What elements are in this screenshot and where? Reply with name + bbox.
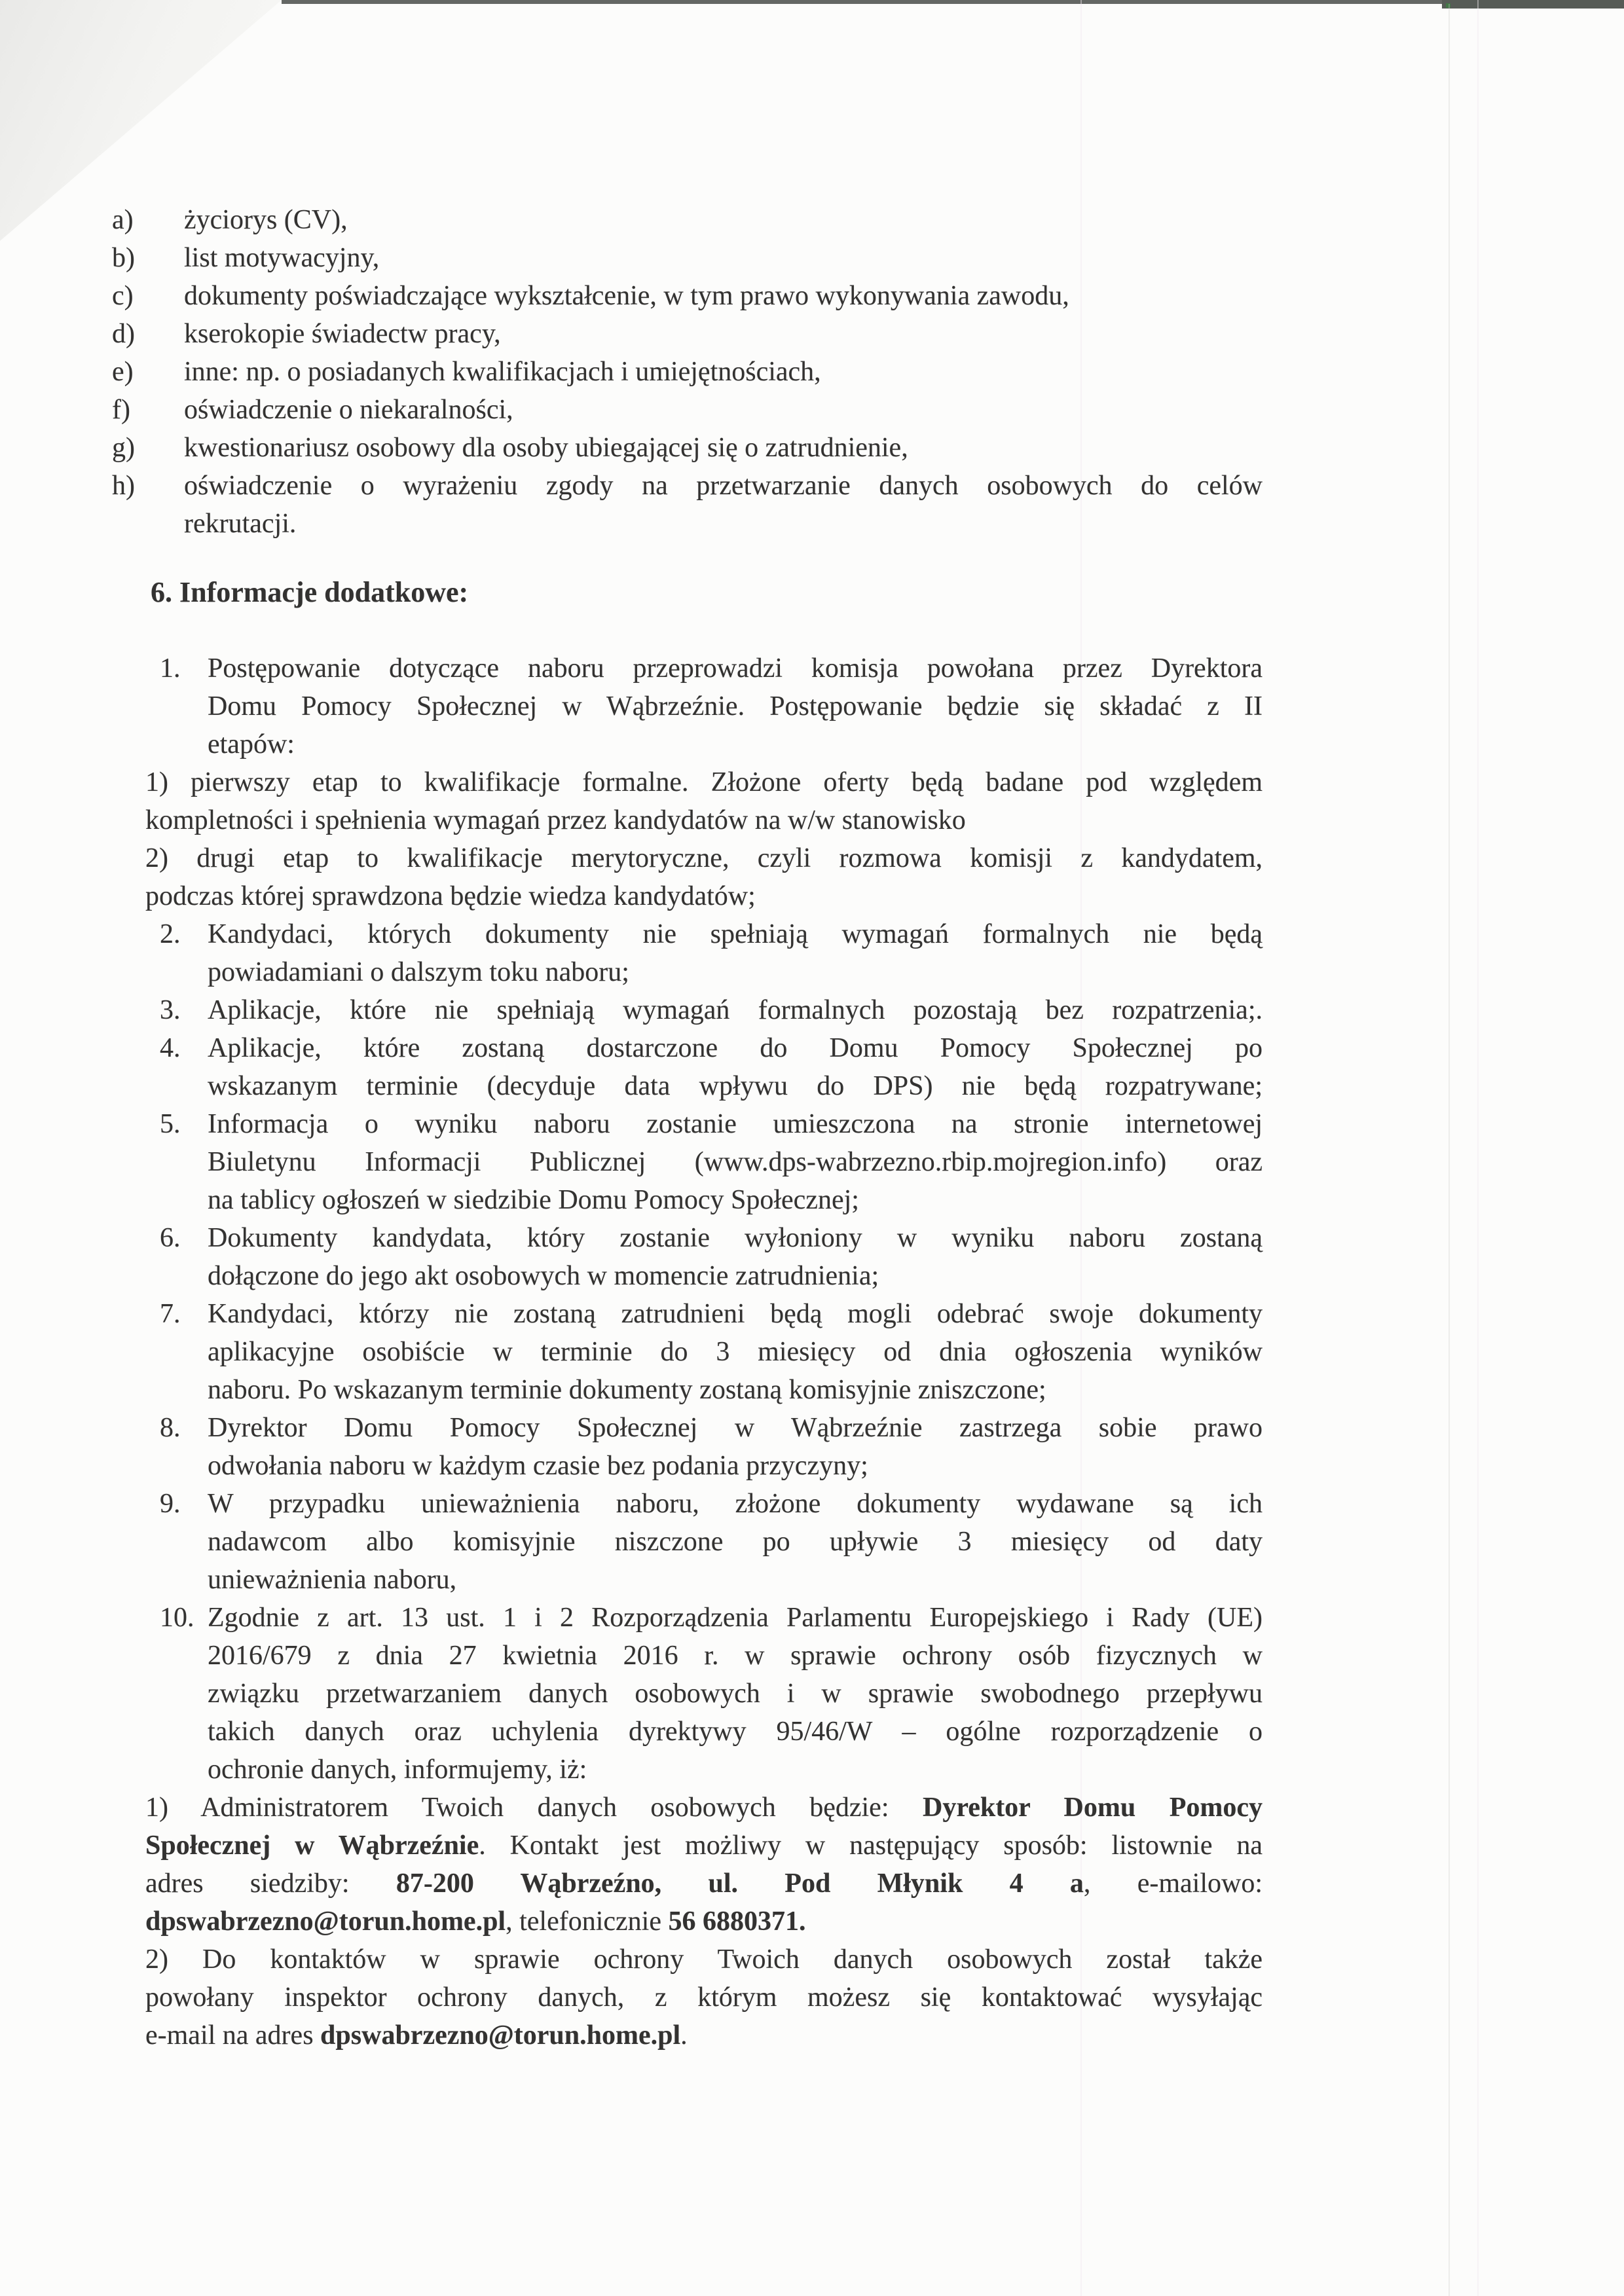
numbered-item-1	[160, 649, 1263, 763]
text-line: kwestionariusz osobowy dla osoby ubiegającej się o zatrudnienie,	[184, 433, 908, 463]
text-line: Informacja o wyniku naboru zostanie umieszczona na stronie internetowej	[208, 1109, 1263, 1139]
letter-item-a	[112, 201, 1263, 239]
text-line: Społecznej w Wąbrzeźnie. Kontakt jest możliwy w następujący sposób: listownie na	[145, 1831, 1263, 1861]
list-marker: f)	[112, 395, 130, 425]
letter-item-d	[112, 315, 1263, 353]
text-line: nadawcom albo komisyjnie niszczone po upływie 3 miesięcy od daty	[208, 1527, 1263, 1557]
text-line: Dyrektor Domu Pomocy Społecznej w Wąbrzeźnie zastrzega sobie prawo	[208, 1413, 1263, 1443]
text-line: Domu Pomocy Społecznej w Wąbrzeźnie. Postępowanie będzie się składać z II	[208, 691, 1263, 721]
text-line: inne: np. o posiadanych kwalifikacjach i umiejętnościach,	[184, 357, 821, 387]
list-marker: e)	[112, 357, 134, 387]
letter-item-e	[112, 353, 1263, 391]
text-line: Kandydaci, których dokumenty nie spełniają wymagań formalnych nie będą	[208, 919, 1263, 949]
paragraph	[145, 839, 1263, 915]
text-line: 2016/679 z dnia 27 kwietnia 2016 r. w sprawie ochrony osób fizycznych w	[208, 1641, 1263, 1671]
text-line: adres siedziby: 87-200 Wąbrzeźno, ul. Pod Młynik 4 a, e-mailowo:	[145, 1868, 1263, 1899]
scanner-edge-strip-right	[1442, 0, 1624, 9]
list-marker: 3.	[160, 995, 181, 1025]
text-line: kompletności i spełnienia wymagań przez kandydatów na w/w stanowisko	[145, 805, 966, 835]
text-line: na tablicy ogłoszeń w siedzibie Domu Pomocy Społecznej;	[208, 1185, 859, 1215]
paragraph	[145, 763, 1263, 839]
text-line: W przypadku unieważnienia naboru, złożone dokumenty wydawane są ich	[208, 1489, 1263, 1519]
numbered-item-2	[160, 915, 1263, 991]
numbered-item-10	[160, 1599, 1263, 1789]
letter-item-g	[112, 429, 1263, 467]
list-marker: 4.	[160, 1033, 181, 1063]
numbered-item-6	[160, 1219, 1263, 1295]
text-line: rekrutacji.	[184, 509, 297, 539]
text-line: Aplikacje, które nie spełniają wymagań formalnych pozostają bez rozpatrzenia;.	[208, 995, 1263, 1025]
list-marker: 2.	[160, 919, 181, 949]
list-marker: g)	[112, 433, 135, 463]
list-marker: 8.	[160, 1413, 181, 1443]
text-line: etapów:	[208, 729, 295, 759]
text-line: Postępowanie dotyczące naboru przeprowadzi komisja powołana przez Dyrektora	[208, 653, 1263, 683]
text-line: Dokumenty kandydata, który zostanie wyłoniony w wyniku naboru zostaną	[208, 1223, 1263, 1253]
list-marker: b)	[112, 243, 135, 273]
text-line: aplikacyjne osobiście w terminie do 3 miesięcy od dnia ogłoszenia wyników	[208, 1337, 1263, 1367]
text-line: 2) Do kontaktów w sprawie ochrony Twoich danych osobowych został także	[145, 1944, 1263, 1975]
letter-item-f	[112, 391, 1263, 429]
additional-info-list	[145, 649, 1263, 2054]
section-heading: 6. Informacje dodatkowe:	[151, 576, 469, 608]
list-marker: d)	[112, 319, 135, 349]
text-line: 1) pierwszy etap to kwalifikacje formalne. Złożone oferty będą badane pod względem	[145, 767, 1263, 797]
letter-item-c	[112, 277, 1263, 315]
paragraph	[145, 1941, 1263, 2054]
text-line: kserokopie świadectw pracy,	[184, 319, 501, 349]
numbered-item-5	[160, 1105, 1263, 1219]
list-marker: a)	[112, 205, 134, 235]
list-marker: 5.	[160, 1109, 181, 1139]
text-line: podczas której sprawdzona będzie wiedza kandydatów;	[145, 881, 756, 911]
text-line: e-mail na adres dpswabrzezno@torun.home.pl.	[145, 2020, 688, 2050]
list-marker: c)	[112, 281, 134, 311]
letter-item-b	[112, 239, 1263, 277]
attachment-letter-list	[112, 201, 1263, 543]
scan-streak	[1477, 0, 1479, 2296]
text-line: oświadczenie o niekaralności,	[184, 395, 513, 425]
numbered-item-3	[160, 991, 1263, 1029]
letter-item-h	[112, 467, 1263, 543]
numbered-item-9	[160, 1485, 1263, 1599]
numbered-item-8	[160, 1409, 1263, 1485]
numbered-item-7	[160, 1295, 1263, 1409]
text-line: dołączone do jego akt osobowych w momencie zatrudnienia;	[208, 1261, 879, 1291]
text-line: naboru. Po wskazanym terminie dokumenty zostaną komisyjnie zniszczone;	[208, 1375, 1046, 1405]
numbered-item-4	[160, 1029, 1263, 1105]
text-line: takich danych oraz uchylenia dyrektywy 95/46/W – ogólne rozporządzenie o	[208, 1717, 1263, 1747]
list-marker: 9.	[160, 1489, 181, 1519]
list-marker: h)	[112, 471, 135, 501]
text-line: powiadamiani o dalszym toku naboru;	[208, 957, 629, 987]
paragraph	[145, 1789, 1263, 1941]
page-edge-line	[1449, 4, 1450, 2296]
list-marker: 6.	[160, 1223, 181, 1253]
text-line: unieważnienia naboru,	[208, 1565, 457, 1595]
text-line: dpswabrzezno@torun.home.pl, telefonicznie 56 6880371.	[145, 1906, 806, 1937]
list-marker: 1.	[160, 653, 181, 683]
text-line: Zgodnie z art. 13 ust. 1 i 2 Rozporządzenia Parlamentu Europejskiego i Rady (UE)	[208, 1603, 1263, 1633]
text-line: powołany inspektor ochrony danych, z którym możesz się kontaktować wysyłając	[145, 1982, 1263, 2013]
text-line: dokumenty poświadczające wykształcenie, w tym prawo wykonywania zawodu,	[184, 281, 1069, 311]
text-line: Kandydaci, którzy nie zostaną zatrudnieni będą mogli odebrać swoje dokumenty	[208, 1299, 1263, 1329]
text-line: wskazanym terminie (decyduje data wpływu do DPS) nie będą rozpatrywane;	[208, 1071, 1263, 1101]
text-line: odwołania naboru w każdym czasie bez podania przyczyny;	[208, 1451, 868, 1481]
document-body	[112, 201, 1263, 2054]
text-line: 2) drugi etap to kwalifikacje merytoryczne, czyli rozmowa komisji z kandydatem,	[145, 843, 1263, 873]
text-line: list motywacyjny,	[184, 243, 380, 273]
text-line: ochronie danych, informujemy, iż:	[208, 1755, 587, 1785]
scanner-edge-strip	[282, 0, 1624, 4]
list-marker: 10.	[160, 1603, 194, 1633]
text-line: Biuletynu Informacji Publicznej (www.dps-wabrzezno.rbip.mojregion.info) oraz	[208, 1147, 1263, 1177]
text-line: oświadczenie o wyrażeniu zgody na przetwarzanie danych osobowych do celów	[184, 471, 1263, 501]
text-line: związku przetwarzaniem danych osobowych i w sprawie swobodnego przepływu	[208, 1679, 1263, 1709]
text-line: Aplikacje, które zostaną dostarczone do Domu Pomocy Społecznej po	[208, 1033, 1263, 1063]
text-line: 1) Administratorem Twoich danych osobowych będzie: Dyrektor Domu Pomocy	[145, 1793, 1263, 1823]
text-line: życiorys (CV),	[184, 205, 348, 235]
list-marker: 7.	[160, 1299, 181, 1329]
